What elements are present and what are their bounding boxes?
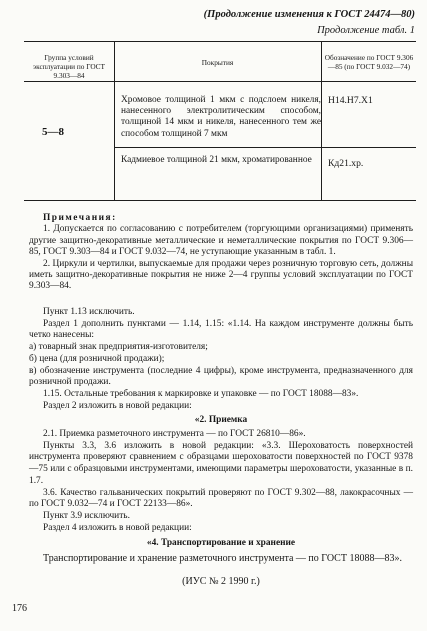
group-value: 5—8 [42, 126, 64, 138]
heading-acceptance: «2. Приемка [194, 415, 248, 426]
col-header-designation: Обозначение по ГОСТ 9.306—85 (по ГОСТ 9.032—74) [324, 53, 414, 71]
table-header-border [24, 81, 416, 82]
coating-cadmium: Кадмиевое толщиной 21 мкм, хроматированное [121, 155, 312, 165]
list-item-b: б) цена (для розничной продажи); [29, 353, 165, 364]
col-header-coating: Покрытия [201, 58, 234, 67]
para-section-2: Раздел 2 изложить в новой редакции: [43, 400, 192, 411]
notes-block [29, 213, 413, 293]
header-table-continuation: Продолжение табл. 1 [317, 25, 415, 36]
table-column-divider [114, 41, 115, 201]
para-item-2-1: 2.1. Приемка разметочного инструмента — по ГОСТ 26810—86». [43, 429, 306, 440]
notes-title: Примечания: [43, 213, 117, 223]
amendment-body [29, 307, 413, 587]
list-item-v: в) обозначение инструмента (последние 4 цифры), кроме инструмента, предназначенного для розничной продажи. [29, 365, 413, 388]
para-item-1-15: 1.15. Остальные требования к маркировке и упаковке — по ГОСТ 18088—83». [43, 388, 359, 399]
para-transport: Транспортирование и хранение разметочного инструмента — по ГОСТ 18088—83». [43, 553, 402, 565]
note-1: 1. Допускается по согласованию с потребителем (торгующими организациями) применять другие защитно-декоративные металлические и неметаллические покрытия по ГОСТ 9.306—85, ГОСТ 9.303—84 и ГОСТ 9.032—74, не уступающие указанным в табл. 1. [29, 224, 413, 258]
list-item-a: а) товарный знак предприятия-изготовителя; [29, 342, 208, 353]
header-amendment-title: (Продолжение изменения к ГОСТ 24474—80) [203, 9, 415, 20]
table-row-divider [114, 147, 416, 148]
para-item-1-13: Пункт 1.13 исключить. [43, 307, 135, 317]
para-section-1: Раздел 1 дополнить пунктами — 1.14, 1.15: «1.14. На каждом инструменте должны быть четко нанесены: [29, 318, 413, 341]
table-bottom-border [24, 200, 416, 201]
ius-reference: (ИУС № 2 1990 г.) [182, 575, 260, 587]
table-top-border [24, 41, 416, 42]
coating-chrome: Хромовое толщиной 1 мкм с подслоем никеля, нанесенного электролитическим способом, толщиной 14 мкм и никеля, нанесенного тем же способом толщиной 7 мкм [121, 95, 321, 139]
note-2: 2. Циркули и чертилки, выпускаемые для продажи через розничную торговую сеть, должны иметь защитно-декоративные покрытия не ниже 2—4 группы условий эксплуатации по ГОСТ 9.303—84. [29, 258, 413, 292]
para-item-3-6: 3.6. Качество гальванических покрытий проверяют по ГОСТ 9.302—88, лакокрасочных — по ГОСТ 9.032—74 и ГОСТ 22133—86». [29, 487, 413, 510]
designation-chrome: Н14.Н7.Х1 [328, 95, 373, 106]
designation-cadmium: Кд21.хр. [328, 158, 364, 169]
para-section-4: Раздел 4 изложить в новой редакции: [43, 522, 192, 533]
para-item-3-9: Пункт 3.9 исключить. [43, 510, 130, 521]
col-header-group: Группа условий эксплуатации по ГОСТ 9.303—84 [32, 53, 106, 80]
table-column-divider [321, 41, 322, 201]
heading-transport: «4. Транспортирование и хранение [146, 538, 296, 549]
para-items-3-3: Пункты 3.3, 3.6 изложить в новой редакции: «3.3. Шероховатость поверхностей инструмента проверяют сравнением с образцами шероховатости поверхностей по ГОСТ 9378—75 или с образцовыми инструментами, имеющими параметры шероховатости, указанные в п. 1.7. [29, 440, 413, 486]
coatings-table [24, 41, 416, 201]
page-number: 176 [12, 603, 27, 614]
